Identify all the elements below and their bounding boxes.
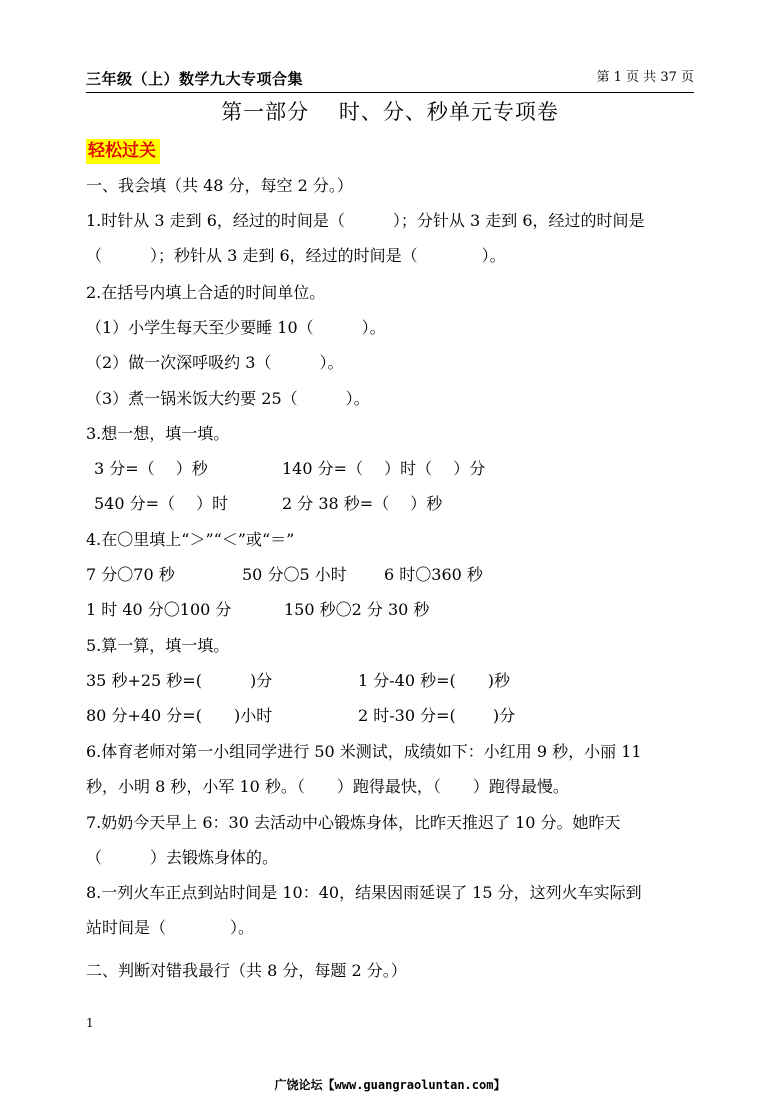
q4-cell: 1 时 40 分〇100 分 (86, 600, 232, 619)
q5-stem: 5.算一算，填一填。 (86, 636, 230, 655)
header-title: 三年级（上）数学九大专项合集 (86, 70, 304, 88)
q8-line2: 站时间是（ ）。 (86, 918, 255, 937)
q5-cell: 1 分-40 秒=( )秒 (358, 671, 511, 690)
q2-item: （1）小学生每天至少要睡 10（ ）。 (86, 318, 386, 337)
q4-cell: 7 分〇70 秒 (86, 565, 175, 584)
q4-cell: 50 分〇5 小时 (242, 565, 347, 584)
section-badge: 轻松过关 (86, 139, 160, 164)
q1-line2: （ ）；秒针从 3 走到 6，经过的时间是（ ）。 (86, 246, 506, 265)
q5-row (86, 706, 706, 726)
footer-watermark: 广饶论坛【www.guangraoluntan.com】 (274, 1078, 506, 1092)
page-count: 第 1 页 共 37 页 (596, 70, 694, 85)
q8-line1: 8.一列火车正点到站时间是 10：40，结果因雨延误了 15 分，这列火车实际到 (86, 883, 642, 902)
q4-cell: 6 时〇360 秒 (384, 565, 483, 584)
q4-row (86, 565, 706, 585)
q3-cell: 2 分 38 秒=（ ）秒 (282, 494, 443, 513)
q5-cell: 80 分+40 分=( )小时 (86, 706, 273, 725)
q7-line2: （ ）去锻炼身体的。 (86, 848, 279, 867)
section2-heading: 二、判断对错我最行（共 8 分，每题 2 分。） (86, 961, 407, 980)
q2-stem: 2.在括号内填上合适的时间单位。 (86, 283, 326, 302)
q7-line1: 7.奶奶今天早上 6：30 去活动中心锻炼身体，比昨天推迟了 10 分。她昨天 (86, 813, 621, 832)
q4-stem: 4.在〇里填上“＞”“＜”或“＝” (86, 530, 295, 549)
q5-cell: 2 时-30 分=( )分 (358, 706, 516, 725)
q2-item: （3）煮一锅米饭大约要 25（ ）。 (86, 389, 370, 408)
q4-cell: 150 秒〇2 分 30 秒 (284, 600, 430, 619)
q2-item: （2）做一次深呼吸约 3（ ）。 (86, 353, 344, 372)
q6-line1: 6.体育老师对第一小组同学进行 50 米测试，成绩如下：小红用 9 秒，小丽 11 (86, 742, 642, 761)
q6-line2: 秒，小明 8 秒，小军 10 秒。（ ）跑得最快，（ ）跑得最慢。 (86, 777, 569, 796)
q3-cell: 540 分=（ ）时 (94, 494, 229, 513)
q3-stem: 3.想一想，填一填。 (86, 424, 230, 443)
q3-cell: 3 分=（ ）秒 (94, 459, 208, 478)
page-title: 第一部分 时、分、秒单元专项卷 (221, 100, 559, 124)
q4-row (86, 600, 706, 620)
header-divider (86, 92, 694, 93)
section1-heading: 一、我会填（共 48 分，每空 2 分。） (86, 176, 353, 195)
q1-line1: 1.时针从 3 走到 6，经过的时间是（ ）；分针从 3 走到 6，经过的时间是 (86, 211, 645, 230)
q3-cell: 140 分=（ ）时（ ）分 (282, 459, 486, 478)
q3-row (86, 494, 706, 514)
q3-row (86, 459, 706, 479)
q5-cell: 35 秒+25 秒=( )分 (86, 671, 273, 690)
page-number: 1 (86, 1016, 94, 1030)
q5-row (86, 671, 706, 691)
